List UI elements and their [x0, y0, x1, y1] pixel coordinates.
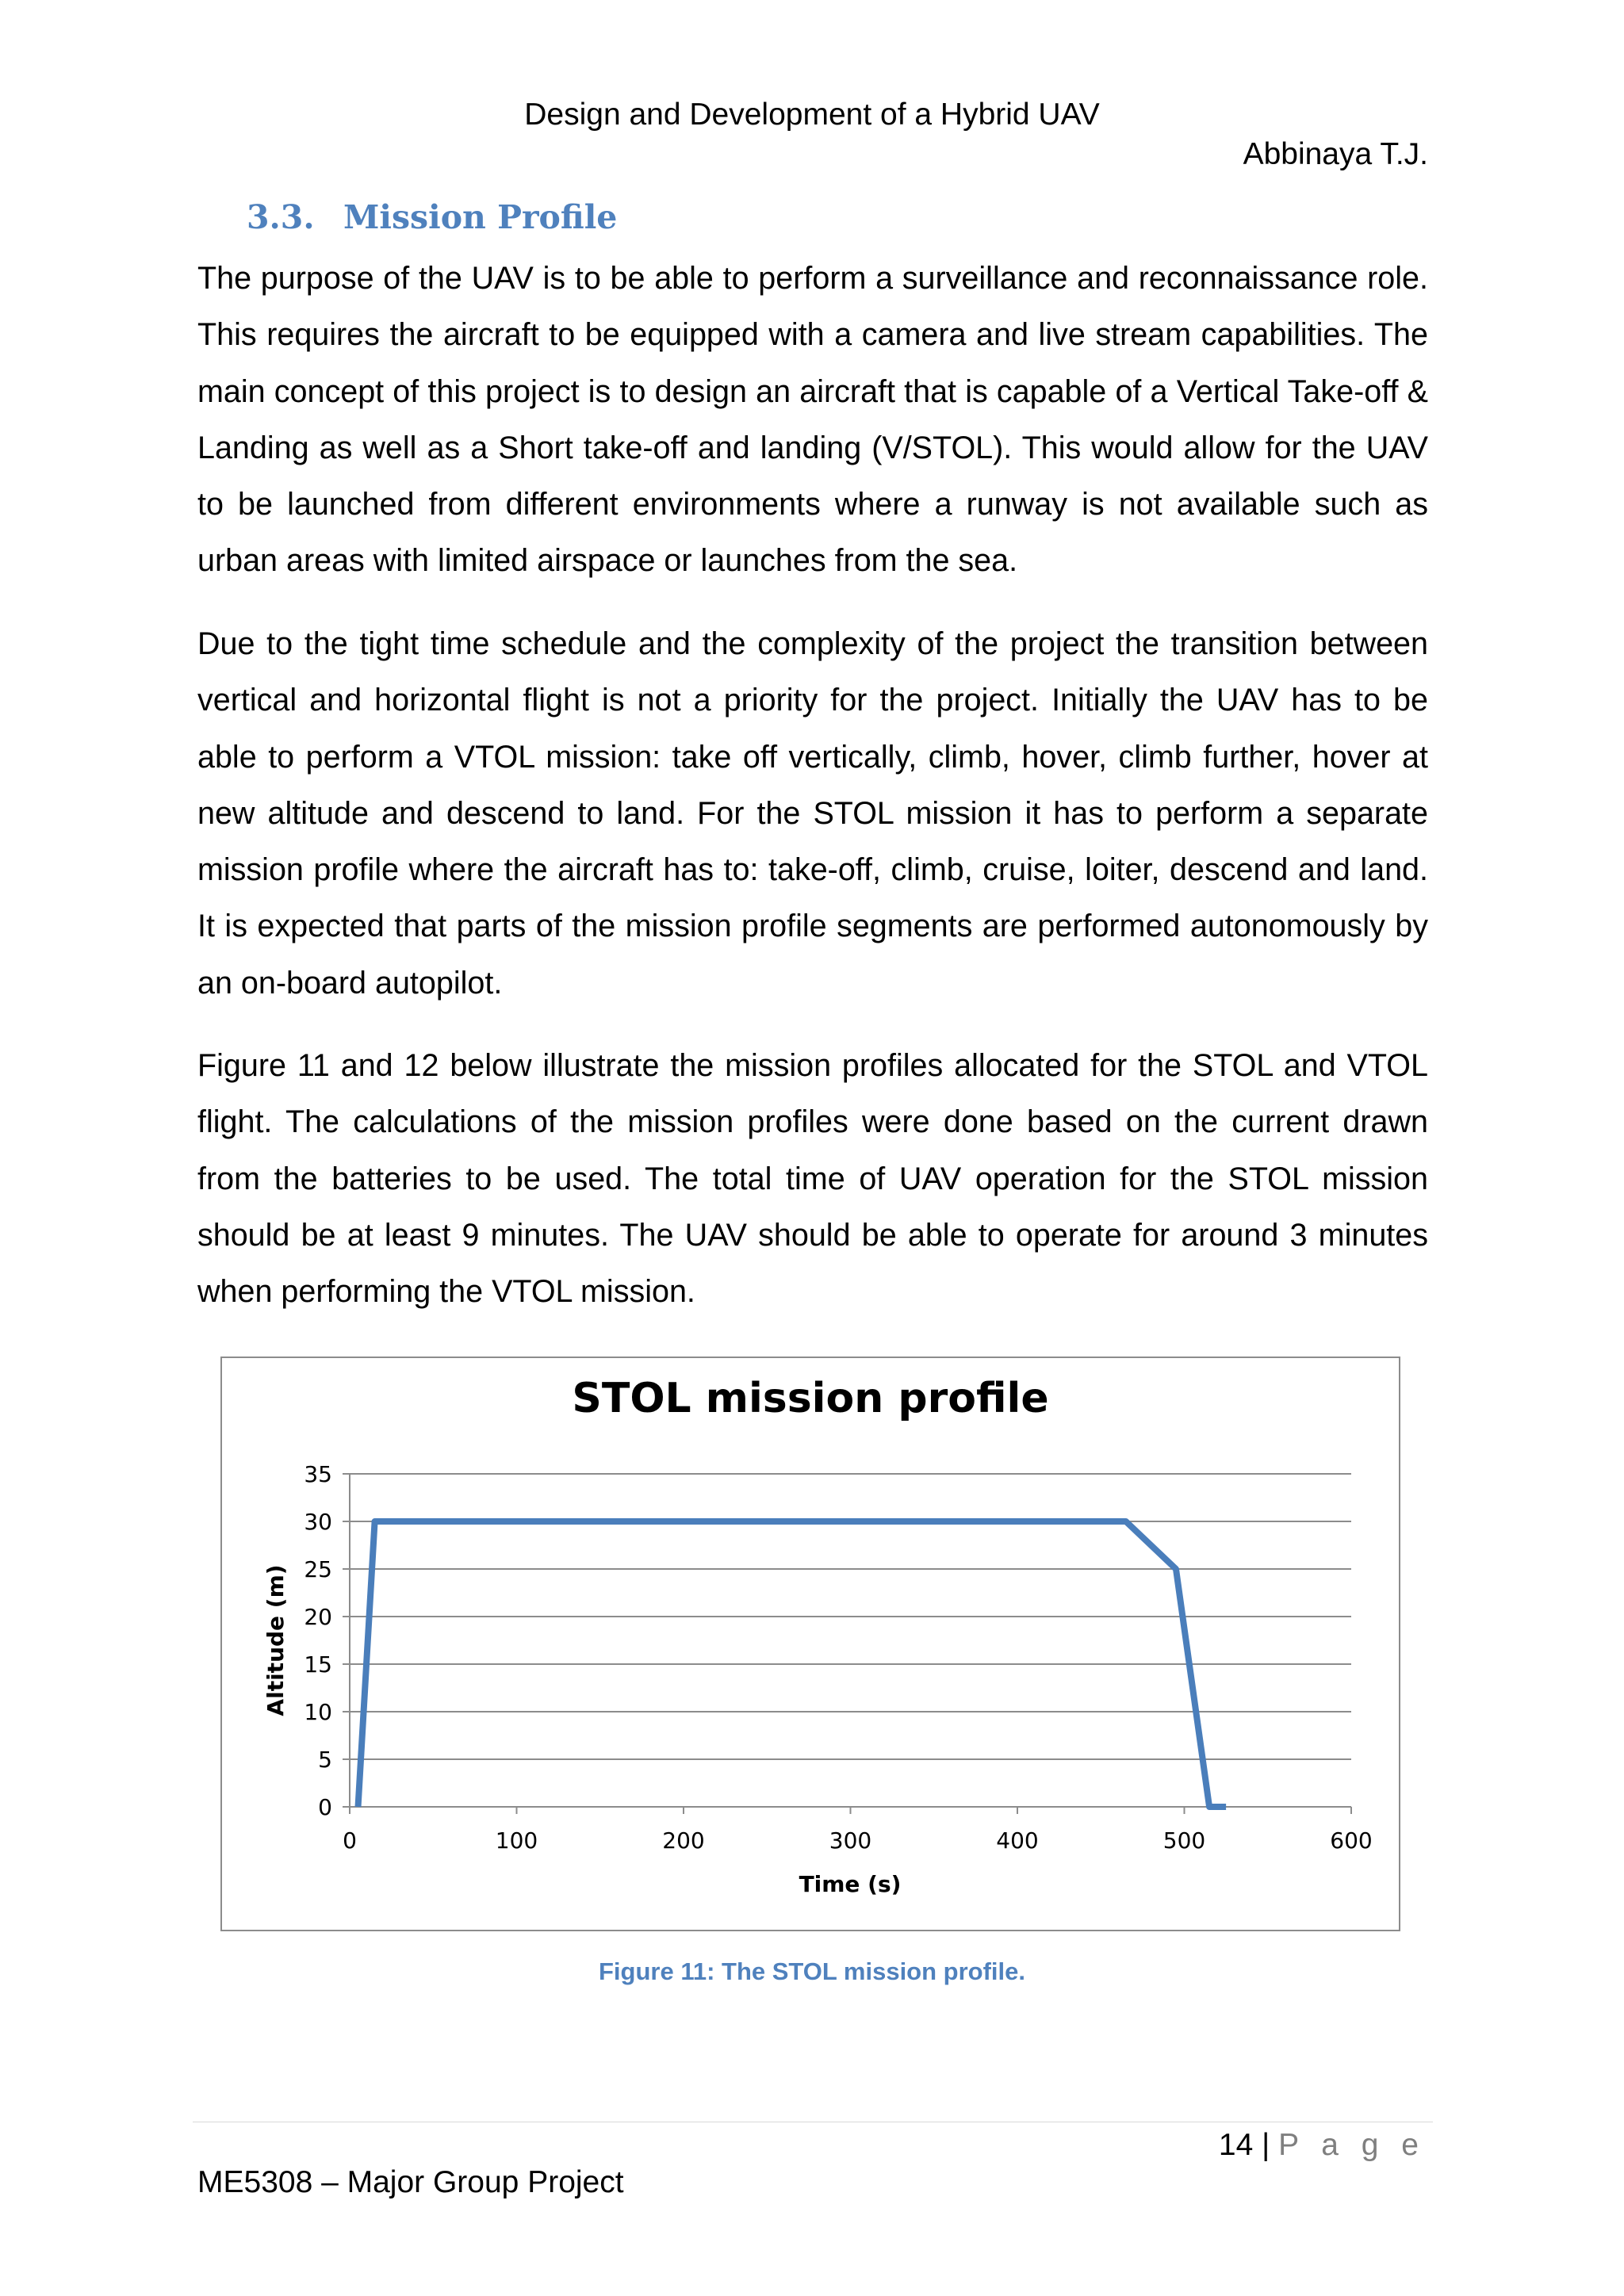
section-number: 3.3. [247, 198, 315, 236]
chart-title: STOL mission profile [572, 1375, 1049, 1422]
page-number-value: 14 [1218, 2128, 1254, 2162]
y-tick-label: 25 [304, 1556, 332, 1582]
y-tick-label: 20 [304, 1604, 332, 1630]
section-title: Mission Profile [343, 198, 618, 236]
y-tick-label: 30 [304, 1509, 332, 1535]
page-number-separator: | [1262, 2128, 1270, 2162]
paragraph-priorities: Due to the tight time schedule and the complexity of the project the transition between vertical and horizontal flight is not a priority for the project. Initially the UAV has to be able to perform a VTOL mission: take off vertically, climb, hover, climb further, hover at new altitude and descend to land. For the STOL mission it has to perform a separate mission profile where the aircraft has to: take-off, climb, cruise, loiter, descend and land. It is expected that parts of the mission profile segments are performed autonomously by an on-board autopilot. [197, 626, 1428, 1001]
y-tick-label: 15 [304, 1651, 332, 1678]
axes [343, 1474, 1351, 1814]
document-header-author: Abbinaya T.J. [1243, 137, 1428, 171]
x-tick-label: 600 [1330, 1827, 1373, 1854]
y-axis-label: Altitude (m) [262, 1564, 289, 1716]
figure-caption: Figure 11: The STOL mission profile. [598, 1957, 1026, 1985]
page-word: P a g e [1278, 2128, 1426, 2162]
document-header-title: Design and Development of a Hybrid UAV [524, 98, 1100, 132]
page-number [1219, 2125, 1426, 2166]
x-tick-label: 400 [996, 1827, 1039, 1854]
gridlines [350, 1474, 1351, 1759]
x-tick-label: 200 [662, 1827, 705, 1854]
x-tick-label: 500 [1162, 1827, 1206, 1854]
figure-11 [220, 1357, 1400, 1931]
x-tick-label: 100 [495, 1827, 538, 1854]
section-heading [247, 193, 617, 241]
y-tick-label: 5 [318, 1747, 332, 1773]
y-tick-label: 0 [318, 1794, 332, 1820]
x-tick-label: 300 [829, 1827, 872, 1854]
x-axis-label: Time (s) [799, 1871, 902, 1897]
x-tick-label: 0 [343, 1827, 357, 1854]
paragraph-purpose: The purpose of the UAV is to be able to perform a surveillance and reconnaissance role. This requires the aircraft to be equipped with a camera and live stream capabilities. The main concept of this project is to design an aircraft that is capable of a Vertical Take-off & Landing as well as a Short take-off and landing (V/STOL). This would allow for the UAV to be launched from different environments where a runway is not available such as urban areas with limited airspace or launches from the sea. [197, 261, 1428, 579]
stol-mission-profile-chart [222, 1358, 1399, 1930]
paragraph-figures: Figure 11 and 12 below illustrate the mission profiles allocated for the STOL and VTOL flight. The calculations of the mission profiles were done based on the current drawn from the batteries to be used. The total time of UAV operation for the STOL mission should be at least 9 minutes. The UAV should be able to operate for around 3 minutes when performing the VTOL mission. [197, 1048, 1428, 1310]
y-tick-label: 10 [304, 1699, 332, 1725]
footer-course: ME5308 – Major Group Project [197, 2165, 624, 2199]
y-tick-label: 35 [304, 1461, 332, 1487]
